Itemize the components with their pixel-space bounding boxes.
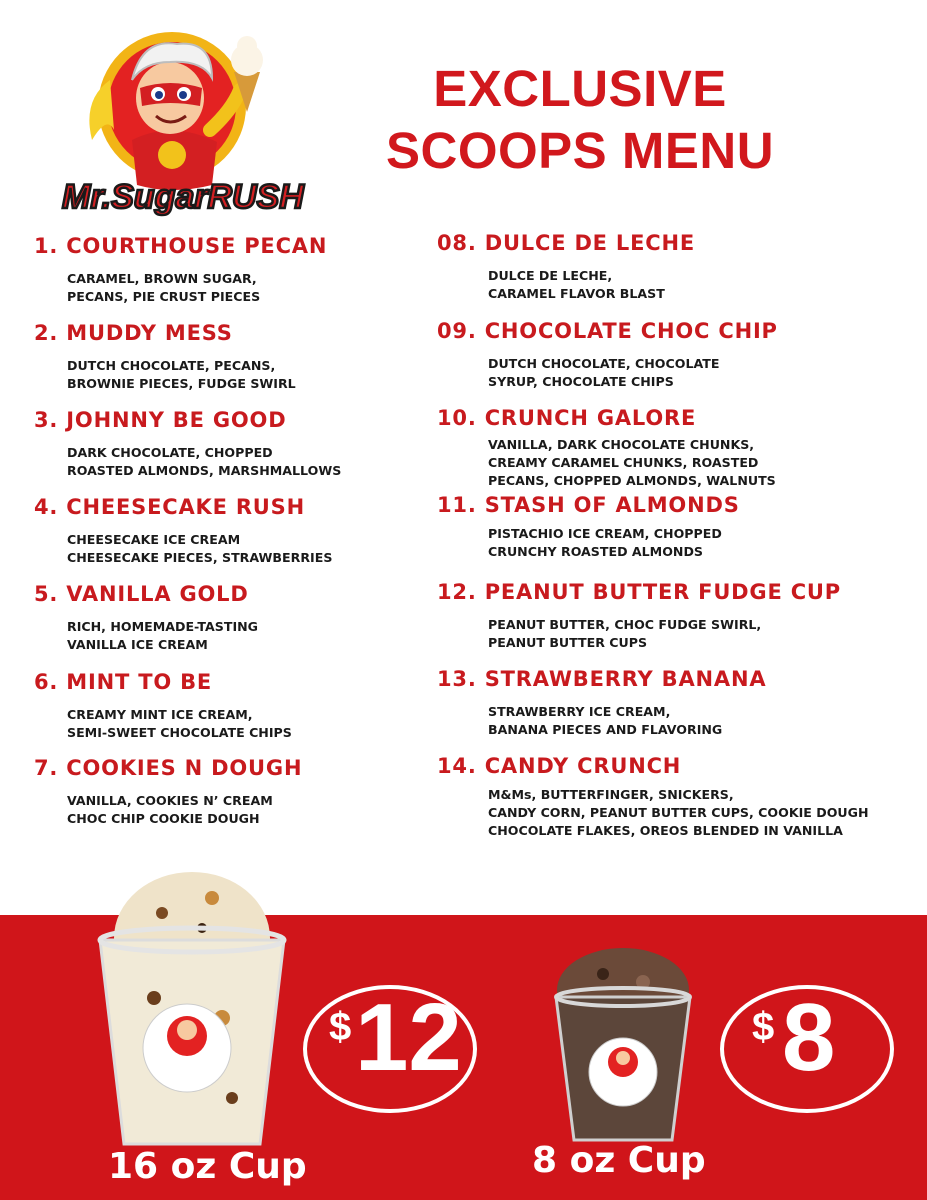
item-name: 4. CHEESECAKE RUSH [34, 495, 305, 519]
brand-logo [52, 20, 314, 220]
menu-item [34, 318, 504, 393]
item-desc-line: M&Ms, BUTTERFINGER, SNICKERS, [488, 787, 734, 802]
item-desc-line: PEANUT BUTTER, CHOC FUDGE SWIRL, [488, 617, 762, 632]
item-desc-line: PISTACHIO ICE CREAM, CHOPPED [488, 526, 722, 541]
item-name: 2. MUDDY MESS [34, 321, 233, 345]
item-desc-line: SYRUP, CHOCOLATE CHIPS [488, 374, 674, 389]
item-desc-line: CARAMEL FLAVOR BLAST [488, 286, 665, 301]
item-desc-line: CHEESECAKE ICE CREAM [67, 532, 241, 547]
size-label-small: 8 oz Cup [532, 1140, 706, 1181]
item-name: 09. CHOCOLATE CHOC CHIP [437, 319, 778, 343]
item-name: 3. JOHNNY BE GOOD [34, 408, 287, 432]
mascot-logo-icon [52, 20, 314, 220]
item-name: 14. CANDY CRUNCH [437, 754, 682, 778]
item-desc-line: CREAMY CARAMEL CHUNKS, ROASTED [488, 455, 759, 470]
menu-item [437, 228, 907, 303]
price-amount: 8 [782, 984, 836, 1091]
item-desc-line: STRAWBERRY ICE CREAM, [488, 704, 671, 719]
item-description [488, 703, 907, 739]
item-desc-line: DUTCH CHOCOLATE, CHOCOLATE [488, 356, 720, 371]
size-label-large: 16 oz Cup [108, 1146, 307, 1187]
price-currency: $ [329, 1005, 352, 1049]
item-desc-line: BROWNIE PIECES, FUDGE SWIRL [67, 376, 296, 391]
item-desc-line: RICH, HOMEMADE-TASTING [67, 619, 259, 634]
item-name: 1. COURTHOUSE PECAN [34, 234, 328, 258]
item-desc-line: PECANS, PIE CRUST PIECES [67, 289, 261, 304]
item-name: 12. PEANUT BUTTER FUDGE CUP [437, 580, 841, 604]
item-name: 5. VANILLA GOLD [34, 582, 249, 606]
item-description [488, 525, 907, 561]
item-name: 08. DULCE DE LECHE [437, 231, 695, 255]
menu-item [34, 753, 504, 828]
menu-item [437, 316, 907, 391]
ice-cream-cup-icon [92, 868, 292, 1150]
menu-title [345, 58, 815, 182]
price-small [720, 985, 894, 1113]
item-desc-line: CHOC CHIP COOKIE DOUGH [67, 811, 260, 826]
item-desc-line: CARAMEL, BROWN SUGAR, [67, 271, 257, 286]
item-description [488, 786, 907, 840]
item-desc-line: SEMI-SWEET CHOCOLATE CHIPS [67, 725, 292, 740]
menu-item [437, 490, 907, 561]
item-description [488, 616, 907, 652]
item-desc-line: PEANUT BUTTER CUPS [488, 635, 648, 650]
item-name: 13. STRAWBERRY BANANA [437, 667, 767, 691]
item-desc-line: DARK CHOCOLATE, CHOPPED [67, 445, 273, 460]
small-cup-image [548, 942, 698, 1144]
item-description [488, 267, 907, 303]
item-desc-line: CANDY CORN, PEANUT BUTTER CUPS, COOKIE DOUGH [488, 805, 869, 820]
item-desc-line: VANILLA, COOKIES N’ CREAM [67, 793, 273, 808]
price-currency: $ [752, 1005, 775, 1049]
item-desc-line: CRUNCHY ROASTED ALMONDS [488, 544, 703, 559]
item-desc-line: PECANS, CHOPPED ALMONDS, WALNUTS [488, 473, 776, 488]
menu-item [34, 667, 504, 742]
item-desc-line: ROASTED ALMONDS, MARSHMALLOWS [67, 463, 342, 478]
menu-title-line1: EXCLUSIVE [433, 60, 727, 117]
price-large [303, 985, 477, 1113]
menu-title-line2: SCOOPS MENU [385, 122, 775, 179]
svg-text:Mr.SugarRUSH: Mr.SugarRUSH [62, 178, 304, 216]
price-amount: 12 [355, 984, 462, 1091]
item-desc-line: CHEESECAKE PIECES, STRAWBERRIES [67, 550, 333, 565]
item-name: 7. COOKIES N DOUGH [34, 756, 303, 780]
item-name: 6. MINT TO BE [34, 670, 213, 694]
item-description [488, 355, 907, 391]
item-desc-line: VANILLA, DARK CHOCOLATE CHUNKS, [488, 437, 755, 452]
menu-item [34, 579, 504, 654]
menu-item [437, 664, 907, 739]
item-desc-line: CHOCOLATE FLAKES, OREOS BLENDED IN VANILLA [488, 823, 843, 838]
menu-item [437, 403, 907, 490]
item-description [488, 436, 907, 490]
item-desc-line: DULCE DE LECHE, [488, 268, 613, 283]
item-desc-line: CREAMY MINT ICE CREAM, [67, 707, 253, 722]
menu-item [437, 751, 907, 840]
item-name: 10. CRUNCH GALORE [437, 406, 697, 430]
menu-item [437, 577, 907, 652]
item-desc-line: DUTCH CHOCOLATE, PECANS, [67, 358, 276, 373]
ice-cream-cup-icon [548, 942, 698, 1144]
menu-item [34, 231, 504, 306]
item-name: 11. STASH OF ALMONDS [437, 493, 740, 517]
item-desc-line: VANILLA ICE CREAM [67, 637, 208, 652]
menu-item [34, 492, 504, 567]
menu-item [34, 405, 504, 480]
large-cup-image [92, 868, 292, 1150]
item-desc-line: BANANA PIECES AND FLAVORING [488, 722, 723, 737]
